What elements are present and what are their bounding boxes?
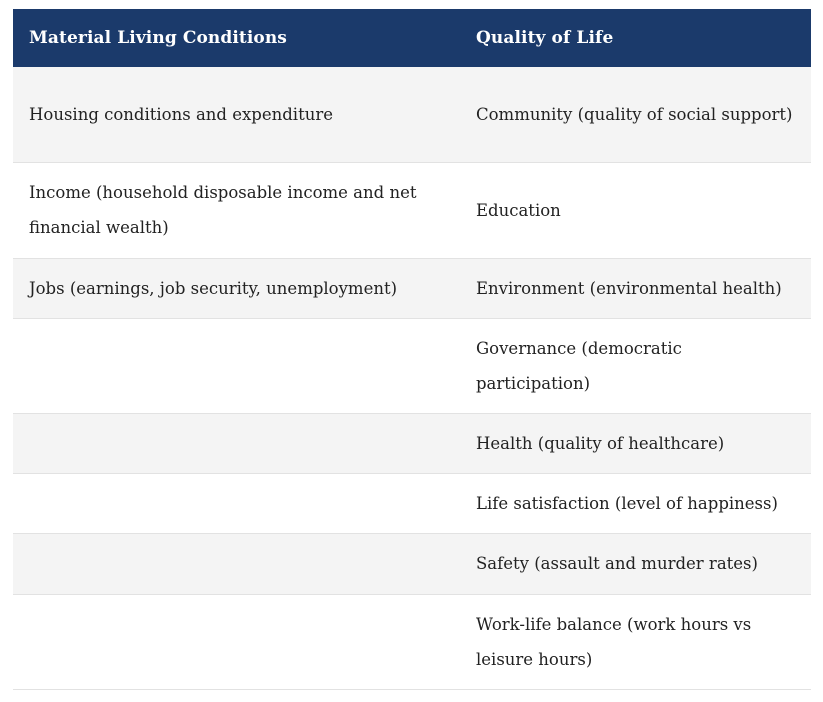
quality-cell: Education [476, 200, 561, 220]
material-cell [13, 473, 460, 533]
material-cell [13, 533, 460, 594]
table-body [13, 67, 811, 689]
table-row [13, 594, 811, 689]
table-row [13, 533, 811, 594]
header-material-living-conditions: Material Living Conditions [29, 28, 287, 48]
header-row [13, 9, 811, 67]
quality-cell: Community (quality of social support) [476, 104, 793, 124]
table-row [13, 258, 811, 318]
quality-cell: Health (quality of healthcare) [476, 433, 725, 453]
material-cell [13, 413, 460, 473]
table-row [13, 413, 811, 473]
material-cell [13, 594, 460, 689]
quality-cell: Environment (environmental health) [476, 278, 782, 298]
material-cell: Jobs (earnings, job security, unemployment) [29, 278, 398, 298]
table-row [13, 162, 811, 258]
table-header [13, 9, 811, 67]
material-cell: Income (household disposable income and net financial wealth) [29, 183, 417, 237]
table-row [13, 318, 811, 413]
quality-cell: Life satisfaction (level of happiness) [476, 493, 778, 513]
comparison-table-container [13, 9, 811, 690]
material-cell: Housing conditions and expenditure [29, 104, 333, 124]
quality-cell: Work-life balance (work hours vs leisure hours) [476, 614, 752, 669]
material-cell [13, 318, 460, 413]
quality-cell: Safety (assault and murder rates) [476, 554, 758, 573]
comparison-table [13, 9, 811, 690]
table-row [13, 473, 811, 533]
header-quality-of-life: Quality of Life [476, 28, 614, 48]
table-row [13, 67, 811, 162]
quality-cell: Governance (democratic participation) [476, 338, 682, 393]
